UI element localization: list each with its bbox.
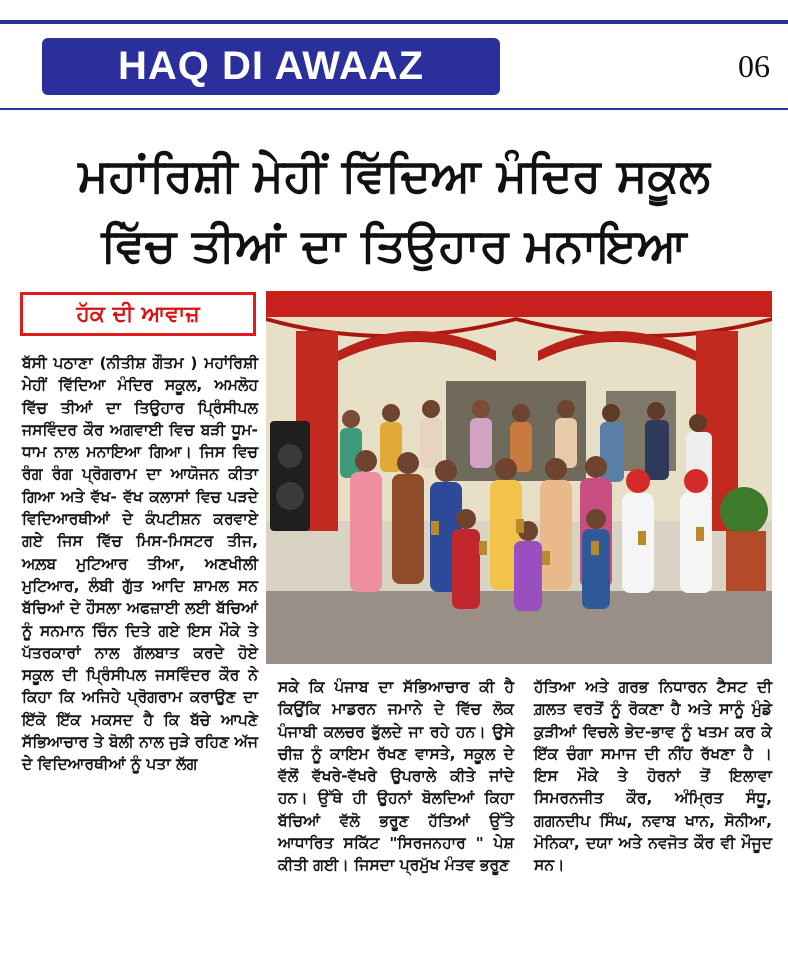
article-headline [30, 140, 758, 280]
article-column-3: ਹੱਤਿਆ ਅਤੇ ਗਰਭ ਨਿਧਾਰਨ ਟੈਸਟ ਦੀ ਗ਼ਲਤ ਵਰਤੋਂ ਨੂੰ ਰੋਕਣਾ ਹੈ ਅਤੇ ਸਾਨੂੰ ਮੁੰਡੇ ਕੁੜੀਆਂ ਵਿਚਲੇ ਭੇਦ-ਭਾਵ ਨੂੰ ਖਤਮ ਕਰ ਕੇ ਇੱਕ ਚੰਗਾ ਸਮਾਜ ਦੀ ਨੀਂਹ ਰੱਖਣਾ ਹੈ । ਇਸ ਮੌਕੇ ਤੇ ਹੋਰਨਾਂ ਤੋਂ ਇਲਾਵਾ ਸਿਮਰਨਜੀਤ ਕੌਰ, ਅੰਮ੍ਰਿਤ ਸੰਧੂ, ਗਗਨਦੀਪ ਸਿੰਘ, ਨਵਾਬ ਖਾਨ, ਸੋਨੀਆ, ਮੋਨਿਕਾ, ਦਯਾ ਅਤੇ ਨਵਜੋਤ ਕੌਰ ਵੀ ਮੌਜੂਦ ਸਨ। [534, 678, 772, 875]
page-number: 06 [738, 48, 770, 84]
headline-line-1: ਮਹਾਂਰਿਸ਼ੀ ਮੇਹੀਂ ਵਿੱਦਿਆ ਮੰਦਿਰ ਸਕੂਲ [78, 148, 710, 202]
masthead-title: HAQ DI AWAAZ [117, 44, 425, 88]
byline-box [20, 292, 256, 336]
masthead-banner [42, 38, 500, 95]
group-photo [266, 291, 772, 664]
top-rule [0, 20, 788, 24]
byline-label: ਹੱਕ ਦੀ ਆਵਾਜ਼ [76, 301, 200, 327]
article-column-2: ਸਕੇ ਕਿ ਪੰਜਾਬ ਦਾ ਸੱਭਿਆਚਾਰ ਕੀ ਹੈ ਕਿਉਂਕਿ ਮਾਡਰਨ ਜਮਾਨੇ ਦੇ ਵਿੱਚ ਲੋਕ ਪੰਜਾਬੀ ਕਲਚਰ ਭੁੱਲਦੇ ਜਾ ਰਹੇ ਹਨ। ਉਸੇ ਚੀਜ਼ ਨੂੰ ਕਾਇਮ ਰੱਖਣ ਵਾਸਤੇ, ਸਕੂਲ ਦੇ ਵੱਲੋਂ ਵੱਖਰੇ-ਵੱਖਰੇ ਉਪਰਾਲੇ ਕੀਤੇ ਜਾਂਦੇ ਹਨ। ਉੱਥੇ ਹੀ ਉਹਨਾਂ ਬੋਲਦਿਆਂ ਕਿਹਾ ਬੱਚਿਆਂ ਵੱਲੋ ਭਰੂਣ ਹੱਤਿਆਂ ਉੱਤੇ ਆਧਾਰਿਤ ਸਕਿੱਟ "ਸਿਰਜਨਹਾਰ " ਪੇਸ਼ ਕੀਤੀ ਗਈ। ਜਿਸਦਾ ਪ੍ਰਮੁੱਖ ਮੰਤਵ ਭਰੂਣ [278, 678, 514, 875]
article-column-1: ਬੱਸੀ ਪਠਾਣਾ (ਨੀਤੀਸ਼ ਗੌਤਮ ) ਮਹਾਂਰਿਸ਼ੀ ਮੇਹੀਂ ਵਿੱਦਿਆ ਮੰਦਿਰ ਸਕੂਲ, ਅਮਲੋਹ ਵਿੱਚ ਤੀਆਂ ਦਾ ਤਿਉਹਾਰ ਪ੍ਰਿੰਸੀਪਲ ਜਸਵਿੰਦਰ ਕੌਰ ਅਗਵਾਈ ਵਿਚ ਬੜੀ ਧੂਮ-ਧਾਮ ਨਾਲ ਮਨਾਇਆ ਗਿਆ। ਜਿਸ ਵਿਚ ਰੰਗ ਰੰਗ ਪ੍ਰੋਗਰਾਮ ਦਾ ਆਯੋਜਨ ਕੀਤਾ ਗਿਆ ਅਤੇ ਵੱਖ- ਵੱਖ ਕਲਾਸਾਂ ਵਿਚ ਪੜਦੇ ਵਿਦਿਆਰਥੀਆਂ ਦੇ ਕੰਪਟੀਸ਼ਨ ਕਰਵਾਏ ਗਏ ਜਿਸ ਵਿੱਚ ਮਿਸ-ਮਿਸਟਰ ਤੀਜ, ਅਲ਼ਬ ਮੁਟਿਆਰ ਤੀਆ, ਅਣਖੀਲੀ ਮੁਟਿਆਰ, ਲੰਬੀ ਗੁੱਤ ਆਦਿ ਸ਼ਾਮਲ ਸਨ ਬੱਚਿਆਂ ਦੇ ਹੌਸਲਾ ਅਫਜ਼ਾਈ ਲਈ ਬੱਚਿਆਂ ਨੂੰ ਸਨਮਾਨ ਚਿੰਨ ਦਿਤੇ ਗਏ ਇਸ ਮੌਕੇ ਤੇ ਪੱਤਰਕਾਰਾਂ ਨਾਲ ਗੱਲਬਾਤ ਕਰਦੇ ਹੋਏ ਸਕੂਲ ਦੀ ਪ੍ਰਿੰਸੀਪਲ ਜਸਵਿੰਦਰ ਕੌਰ ਨੇ ਕਿਹਾ ਕਿ ਅਜਿਹੇ ਪ੍ਰੋਗਰਾਮ ਕਰਾਉਣ ਦਾ ਇੱਕੋ ਇੱਕ ਮਕਸਦ ਹੈ ਕਿ ਬੱਚੇ ਆਪਣੇ ਸੱਭਿਆਚਾਰ ਤੇ ਬੋਲੀ ਨਾਲ ਜੁੜੇ ਰਹਿਣ ਅੱਜ ਦੇ ਵਿਦਿਆਰਥੀਆਂ ਨੂੰ ਪਤਾ ਲੱਗ [22, 354, 258, 774]
header-rule [0, 108, 788, 110]
headline-line-2: ਵਿੱਚ ਤੀਆਂ ਦਾ ਤਿਉਹਾਰ ਮਨਾਇਆ [101, 218, 687, 272]
